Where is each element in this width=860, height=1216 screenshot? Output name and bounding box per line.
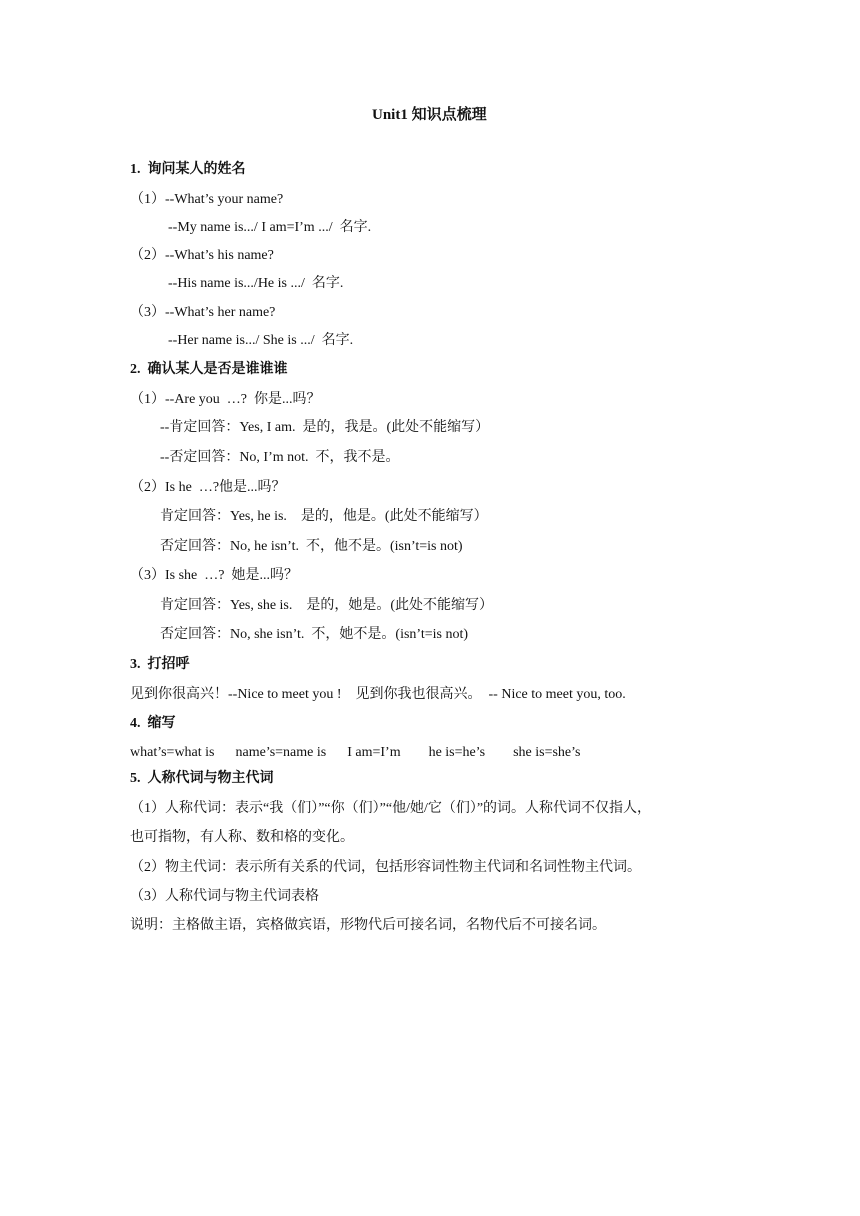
text-line: what’s=what is name’s=name is I am=I’m he is=he’s she is=she’s bbox=[130, 745, 581, 760]
section-heading: 2. 确认某人是否是谁谁谁 bbox=[130, 362, 288, 377]
text-line: （3）人称代词与物主代词表格 bbox=[130, 889, 319, 904]
section-heading: 5. 人称代词与物主代词 bbox=[130, 771, 274, 786]
section-heading: 4. 缩写 bbox=[130, 716, 176, 731]
text-line: （2）Is he …?他是...吗？ bbox=[130, 480, 286, 495]
text-line: --Her name is.../ She is .../ 名字. bbox=[168, 333, 354, 348]
text-line: （3）Is she …? 她是...吗？ bbox=[130, 568, 298, 583]
text-line: （2）物主代词：表示所有关系的代词，包括形容词性物主代词和名词性物主代词。 bbox=[130, 860, 641, 875]
text-line: --My name is.../ I am=I’m .../ 名字. bbox=[168, 220, 372, 235]
text-line: （3）--What’s her name? bbox=[130, 305, 276, 320]
page-title: Unit1 知识点梳理 bbox=[372, 107, 487, 123]
text-line: 肯定回答：Yes, she is. 是的，她是。(此处不能缩写） bbox=[160, 598, 494, 613]
text-line: 说明：主格做主语，宾格做宾语，形物代后可接名词，名物代后不可接名词。 bbox=[130, 918, 606, 933]
text-line: （1）--What’s your name? bbox=[130, 192, 284, 207]
text-line: 否定回答：No, she isn’t. 不，她不是。(isn’t=is not) bbox=[160, 627, 468, 642]
text-line: --肯定回答：Yes, I am. 是的，我是。(此处不能缩写） bbox=[160, 420, 490, 435]
section-heading: 1. 询问某人的姓名 bbox=[130, 162, 246, 177]
text-line: 否定回答：No, he isn’t. 不，他不是。(isn’t=is not) bbox=[160, 539, 463, 554]
text-line: 肯定回答：Yes, he is. 是的，他是。(此处不能缩写） bbox=[160, 509, 488, 524]
text-line: （1）--Are you …? 你是...吗？ bbox=[130, 392, 321, 407]
text-line: 见到你很高兴！--Nice to meet you ! 见到你我也很高兴。 -- Nice to meet you, too. bbox=[130, 687, 626, 702]
text-line: （2）--What’s his name? bbox=[130, 248, 274, 263]
text-line: 也可指物，有人称、数和格的变化。 bbox=[130, 830, 354, 845]
text-line: --His name is.../He is .../ 名字. bbox=[168, 276, 344, 291]
text-line: （1）人称代词：表示“我（们）”“你（们）”“他/她/它（们）”的词。人称代词不仅指人， bbox=[130, 801, 652, 816]
text-line: --否定回答：No, I’m not. 不，我不是。 bbox=[160, 450, 400, 465]
section-heading: 3. 打招呼 bbox=[130, 657, 190, 672]
